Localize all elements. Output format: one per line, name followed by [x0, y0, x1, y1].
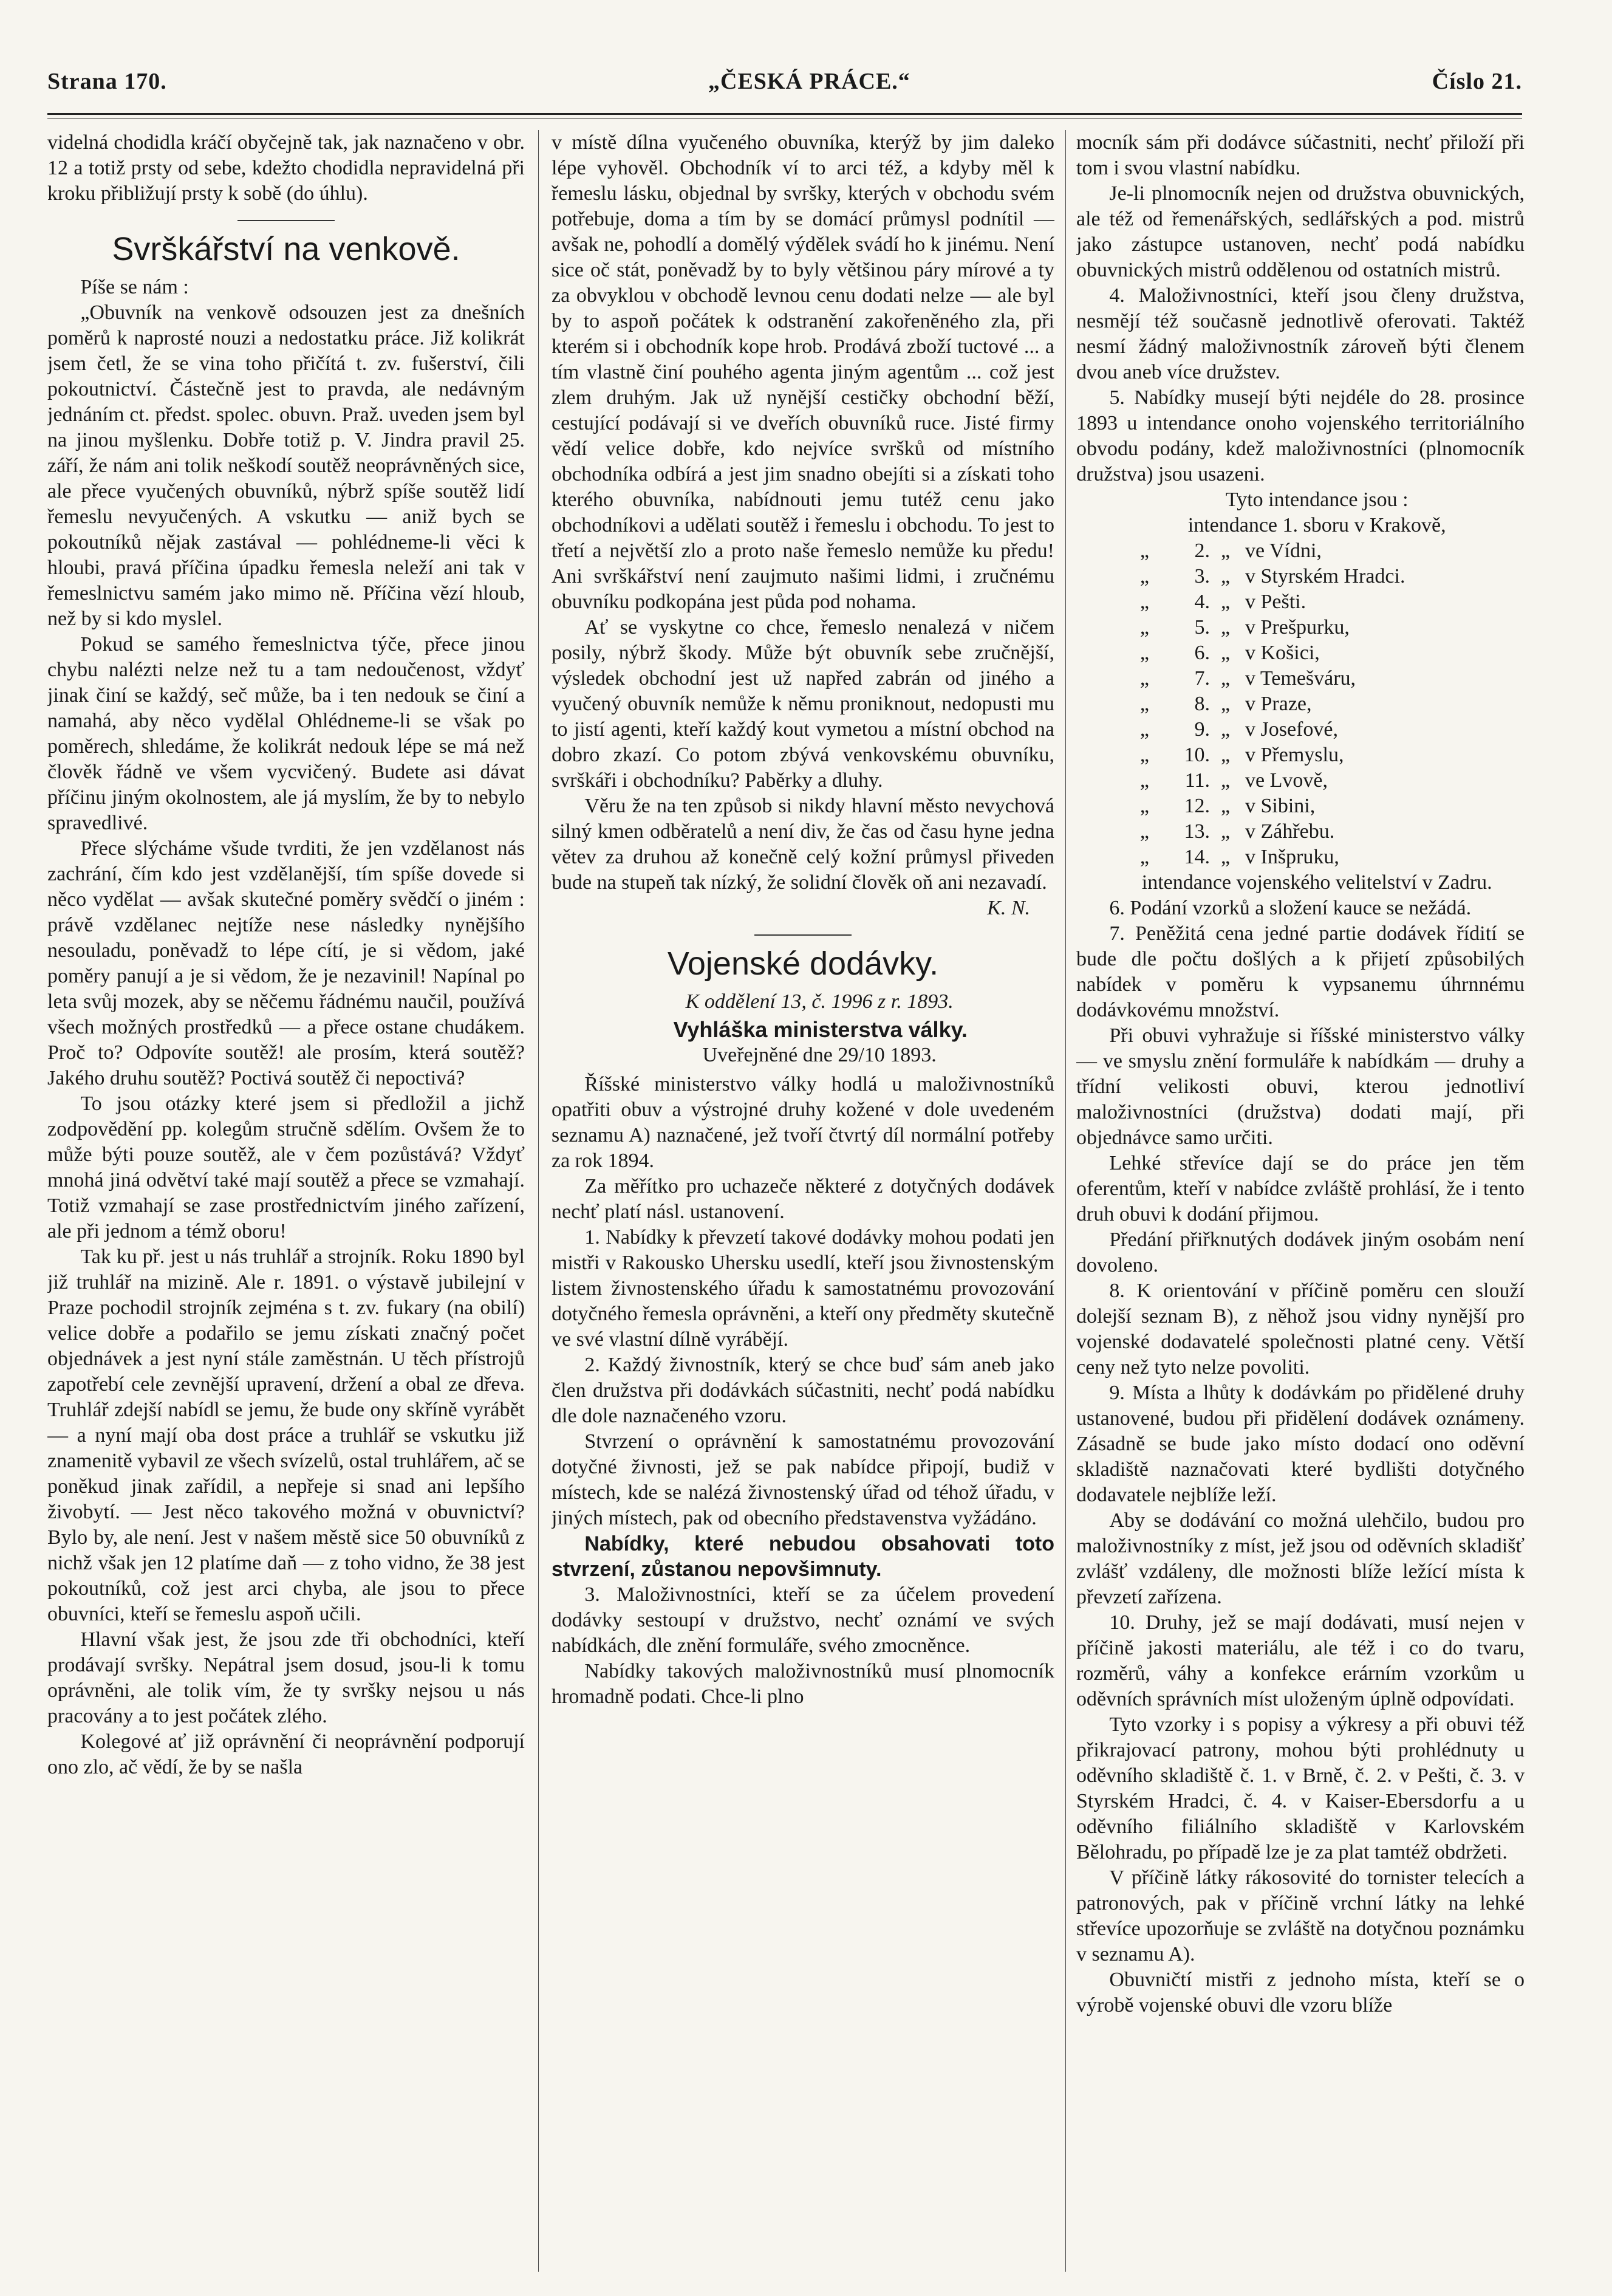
paragraph: Předání přiřknutých dodávek jiným osobám není dovoleno.: [1076, 1229, 1525, 1277]
column-3: [1076, 130, 1525, 2272]
ditto-mark: „: [1139, 769, 1149, 792]
intendance-place: v Styrském Hradci.: [1245, 565, 1405, 588]
paragraph: v místě dílna vyučeného obuvníka, kterýž by jim daleko lépe vyhověl. Obchodník ví to arci též, a kdyby měl k řemeslu lásku, objednal by svršky, kterých v obchodu svém potřebuje, doma a tím by se domácí průmysl podnítil — avšak ne, pohodlí a domělý výdělek svádí ho k jinému. Není sice oč stát, poněvadž by to byly většinou páry mírové a ty za obvyklou v obchodě levnou cenu dodati nelze — ale byl by to aspoň počátek k odstranění zakořeněného zla, při kterém si i obchodník kope hrob. Prodává zboží tuctové ... a tím vlastně činí pouhého agenta jiným agentům ... což jest zlem druhým. Jak už nynější cestičky obchodní běží, cestující podávají si ve dveřích obuvníků ruce. Jisté firmy vědí velice dobře, kdo nejvíce svršků od místního obchodníka odbírá a jest jim snadno obejíti si a získati toho kterého obuvníka, nabídnouti jemu tutéž cenu jako obchodníkovi a udělati soutěž i řemeslu i obchodu. To jest to třetí a největší zlo a proto naše řemeslo nemůže ku předu! Ani svrškářství není zaujmuto našimi lidmi, i zručnému obuvníku podkopána jest půda pod nohama.: [552, 131, 1054, 613]
author-signature: K. N.: [987, 897, 1030, 919]
intendance-place: v Sibini,: [1245, 795, 1316, 817]
corps-number: 5.: [1194, 616, 1210, 639]
ditto-mark: „: [1221, 769, 1231, 792]
section-rule: [237, 220, 335, 221]
publication-date: Uveřejněné dne 29/10 1893.: [702, 1044, 937, 1066]
ditto-mark: „: [1221, 642, 1231, 664]
intendance-intro: intendance 1. sboru v Krakově,: [1187, 514, 1446, 536]
intendance-item: [1076, 819, 1525, 845]
intendance-place: v Prešpurku,: [1245, 616, 1350, 639]
paragraph: 4. Maloživnostníci, kteří jsou členy družstva, nesmějí též současně jednotlivě oferovati. Taktéž nesmí žádný maloživnostník zároveň býti členem dvou aneb více družstev.: [1076, 284, 1525, 383]
paragraph: „Obuvník na venkově odsouzen jest za dnešních poměrů k naprosté nouzi a nedostatku práce. Již kolikrát jsem četl, že se vina toho přičítá t. zv. fušerství, čili pokoutnictví. Částečně jest to pravda, ale nedávným jednáním ct. předst. spolec. obuvn. Praž. uveden jsem byl na jinou myšlenku. Dobře totiž p. V. Jindra pravil 25. září, že nám ani tolik neškodí soutěž neoprávněných sice, ale přece vyučených obuvníků, nýbrž spíše soutěž lidí řemeslu nevyučených. A vskutku — aniž bych se pokoutníků nějak zastával — pohlédneme-li věci k hloubi, pravá příčina úpadku řemesla neleží ani tak v řemeslnictvu samém jako mimo ně. Příčina vězí hloub, než by si kdo myslel.: [47, 301, 525, 630]
section-rule: [754, 934, 852, 936]
paragraph: Tyto vzorky i s popisy a výkresy a při obuvi též přikrajovací patrony, mohou býti prohlédnuty u oděvního skladiště č. 1. v Brně, č. 2. v Pešti, č. 3. v Styrském Hradci, č. 4. v Kaiser-Ebersdorfu a u oděvního filiálního skladiště v Karlovském Bělohradu, po případě lze je za plat tamtéž obdržeti.: [1076, 1713, 1525, 1863]
article-continuation: videlná chodidla kráčí obyčejně tak, jak naznačeno v obr. 12 a totiž prsty od sebe, kdežto chodidla nepravidelná při kroku přibližují prsty k sobě (do úhlu).: [47, 131, 525, 205]
corps-number: 10.: [1184, 744, 1210, 766]
intendance-item: [1076, 666, 1525, 691]
corps-number: 9.: [1194, 718, 1210, 741]
paragraph: To jsou otázky které jsem si předložil a jichž zodpovědění pp. kolegům stručně sdělím. Ovšem že to může býti pouze soutěž, ale v čem pozůstává? Vždyť mnohá jiná odvětví také mají soutěž a přece se vzmahají. Totiž vzmahají se zase prostřednictvím jiného zařízení, ale při jednom a témž oboru!: [47, 1092, 525, 1242]
page-header: [47, 68, 1522, 105]
intendance-item: [1076, 793, 1525, 819]
corps-number: 3.: [1194, 565, 1210, 588]
ditto-mark: „: [1139, 744, 1149, 766]
ditto-mark: „: [1139, 718, 1149, 741]
paragraph: Říšské ministerstvo války hodlá u maloživnostníků opatřiti obuv a výstrojné druhy kožené v dole uvedeném seznamu A) naznačené, jež tvoří čtvrtý díl normální potřeby za rok 1894.: [552, 1073, 1054, 1172]
intendance-item: [1076, 742, 1525, 768]
ditto-mark: „: [1221, 718, 1231, 741]
corps-number: 2.: [1194, 540, 1210, 562]
announcement-heading: Vyhláška ministerstva války.: [673, 1017, 968, 1042]
intendance-item: [1076, 615, 1525, 640]
paragraph: 8. K orientování v příčině poměru cen slouží dolejší seznam B), z něhož jsou vidny nynější pro vojenské dodavatelé společnosti platné ceny. Větší ceny než tyto nelze povoliti.: [1076, 1280, 1525, 1379]
ditto-mark: „: [1139, 693, 1149, 715]
column-divider-2: [1065, 130, 1066, 2272]
corps-number: 14.: [1184, 846, 1210, 868]
masthead-title: „ČESKÁ PRÁCE.“: [708, 69, 910, 94]
corps-number: 12.: [1184, 795, 1210, 817]
ditto-mark: „: [1221, 693, 1231, 715]
intendance-item: [1076, 717, 1525, 742]
intendance-place: v Praze,: [1245, 693, 1312, 715]
intendance-item: [1076, 538, 1525, 564]
paragraph: Za měřítko pro uchazeče některé z dotyčných dodávek nechť platí násl. ustanovení.: [552, 1175, 1054, 1223]
ditto-mark: „: [1139, 795, 1149, 817]
intendance-item: [1076, 564, 1525, 589]
issue-number: Číslo 21.: [1432, 69, 1522, 94]
intendance-item: [1076, 845, 1525, 870]
reference-number: K oddělení 13, č. 1996 z r. 1893.: [685, 990, 954, 1013]
paragraph: 6. Podání vzorků a složení kauce se nežádá.: [1109, 897, 1472, 919]
bold-notice: Nabídky, které nebudou obsahovati toto stvrzení, zůstanou nepovšimnuty.: [552, 1532, 1054, 1581]
paragraph: 3. Maloživnostníci, kteří se za účelem provedení dodávky sestoupí v družstvo, nechť oznámí ve svých nabídkách, dle znění formuláře, svého zmocněnce.: [552, 1583, 1054, 1657]
paragraph: Lehké střevíce dají se do práce jen těm oferentům, kteří v nabídce zvláště prohlásí, že i tento druh obuvi k dodání přijmou.: [1076, 1152, 1525, 1225]
ditto-mark: „: [1221, 540, 1231, 562]
paragraph: 9. Místa a lhůty k dodávkám po přidělené druhy ustanovené, budou při přidělení dodávek oznámeny. Zásadně se bude jako místo dodací ono oděvní skladiště naznačovati které bydlišti dotyčného dodavatele nejblíže leží.: [1076, 1382, 1525, 1506]
paragraph: Nabídky takových maloživnostníků musí plnomocník hromadně podati. Chce-li plno: [552, 1660, 1054, 1708]
intendance-item: [1076, 768, 1525, 793]
corps-number: 13.: [1184, 820, 1210, 843]
intendance-item: [1076, 640, 1525, 666]
intendance-place: v Josefové,: [1245, 718, 1338, 741]
ditto-mark: „: [1221, 667, 1231, 690]
ditto-mark: „: [1139, 540, 1149, 562]
paragraph: Ať se vyskytne co chce, řemeslo nenalezá v ničem posily, nýbrž škody. Může být obuvník sebe zručnější, výsledek obchodní jest už napřed zabrán od jiného a vyučený obuvník nemůže k němu proniknout, nedopusti mu to jistí agenti, kteří každý kout vymetou a místní obchod na dobro zkazí. Co potom zbývá venkovskému obuvníku, svrškáři i obchodníku? Paběrky a dluhy.: [552, 616, 1054, 792]
intendance-place: v Košici,: [1245, 642, 1320, 664]
intendance-place: ve Lvově,: [1245, 769, 1328, 792]
paragraph: Pokud se samého řemeslnictva týče, přece jinou chybu nalézti nelze než tu a tam nedoučenost, vždyť jinak činí se každý, seč může, ba i ten nedouk se činí a namahá, aby něco vydělal Ohlédneme-li se však po poměrech, shledáme, že kolikrát nedouk lépe se má než člověk řádně ve všem vycvičený. Budete asi dávat příčinu jiným okolnostem, ale já myslím, že by to nebylo spravedlivé.: [47, 633, 525, 834]
ditto-mark: „: [1139, 820, 1149, 843]
page-number: Strana 170.: [47, 69, 167, 94]
ditto-mark: „: [1221, 565, 1231, 588]
paragraph: Je-li plnomocník nejen od družstva obuvnických, ale též od řemenářských, sedlářských a pod. mistrů jako zástupce ustanoven, nechť podá nabídku obuvnických mistrů oddělenou od ostatních mistrů.: [1076, 182, 1525, 281]
ditto-mark: „: [1139, 616, 1149, 639]
intendance-place: ve Vídni,: [1245, 540, 1322, 562]
corps-number: 7.: [1194, 667, 1210, 690]
ditto-mark: „: [1221, 616, 1231, 639]
paragraph: 10. Druhy, jež se mají dodávati, musí nejen v příčině jakosti materiálu, ale též i co do tvaru, rozměrů, váhy a konfekce erárním vzorkům u oděvních správních míst uloženým úplně odpovídati.: [1076, 1611, 1525, 1710]
ditto-mark: „: [1221, 820, 1231, 843]
paragraph: 5. Nabídky musejí býti nejdéle do 28. prosince 1893 u intendance onoho vojenského territoriálního obvodu podány, kdež maloživnostníci (plnomocník družstva) jsou usazeni.: [1076, 386, 1525, 485]
ditto-mark: „: [1221, 591, 1231, 613]
column-divider-1: [538, 130, 539, 2272]
paragraph: Přece slýcháme všude tvrditi, že jen vzdělanost nás zachrání, čím kdo jest vzdělanější, tím spíše dovede si něco vydělat — avšak skutečné poměry svědčí o jiném : právě vzdělanec nejtíže nese následky nynějšího nesouladu, poněvadž to lépe cítí, je si vědom, jaké poměry panují a je si vědom, že je nezavinil! Napínal po leta svůj mozek, aby se něčemu řádnému naučil, používá všech možných prostředků — a přece ostane chudákem. Proč to? Odpovíte soutěž! ale prosím, která soutěž? Jakého druhu soutěž? Poctivá soutěž či nepoctivá?: [47, 837, 525, 1089]
paragraph: 7. Peněžitá cena jedné partie dodávek řídití se bude dle počtu došlých a k přijetí způsobilých nabídek v poměru k vypsanemu úhrnnému dodávkovému množství.: [1076, 922, 1525, 1021]
intendance-place: v Temešváru,: [1245, 667, 1356, 690]
ditto-mark: „: [1221, 795, 1231, 817]
paragraph: Kolegové ať již oprávnění či neoprávnění podporují ono zlo, ač vědí, že by se našla: [47, 1730, 525, 1778]
ditto-mark: „: [1139, 667, 1149, 690]
article-title-svrskarstvi: Svrškářství na venkově.: [112, 231, 460, 267]
intendance-item: [1076, 589, 1525, 615]
intendance-place: v Inšpruku,: [1245, 846, 1339, 868]
ditto-mark: „: [1221, 744, 1231, 766]
paragraph: V příčině látky rákosovité do tornister telecích a patronových, pak v příčině vrchní látky na lehké střevíce upozorňuje se zvláště na dotyčnou poznámku v seznamu A).: [1076, 1866, 1525, 1965]
intendance-list: [1076, 538, 1525, 870]
corps-number: 6.: [1194, 642, 1210, 664]
header-rule: [47, 113, 1522, 115]
ditto-mark: „: [1139, 642, 1149, 664]
column-1: [47, 130, 525, 2272]
intendance-place: v Záhřebu.: [1245, 820, 1335, 843]
intendance-place: v Přemyslu,: [1245, 744, 1344, 766]
article-title-vojenske-dodavky: Vojenské dodávky.: [667, 945, 939, 982]
paragraph: Hlavní však jest, že jsou zde tři obchodníci, kteří prodávají svršky. Nepátral jsem dosud, jsou-li k tomu oprávněni, ale tolik vím, že ty svršky nejsou u nás pracovány a to jest počátek zlého.: [47, 1628, 525, 1727]
corps-number: 8.: [1194, 693, 1210, 715]
paragraph: mocník sám při dodávce súčastniti, nechť přiloží při tom i svou vlastní nabídku.: [1076, 131, 1525, 179]
paragraph: 1. Nabídky k převzetí takové dodávky mohou podati jen mistři v Rakousko Uhersku usedlí, kteří jsou živnostenským listem živnostenského úřadu k samostatnému provozování dotyčného řemesla oprávněni, a kteří ony předměty skutečně ve své vlastní dílně vyrábějí.: [552, 1226, 1054, 1351]
paragraph: Tak ku př. jest u nás truhlář a strojník. Roku 1890 byl již truhlář na mizině. Ale r. 1891. o výstavě jubilejní v Praze pochodil strojník zejména s t. zv. fukary (na obilí) velice dobře a podařilo se jemu získati značný počet objednávek a jest nyní stále zaměstnán. U těch přístrojů zapotřebí cele zevnější upravení, držení a obal ze dřeva. Truhlář zdejší nabídl se jemu, že bude ony skříně vyrábět — a nyní mají oba dost práce a truhlář se vskutku již znamenitě vybavil ze všech svízelů, ostal truhlářem, ač se poněkud jinak zařídil, a nepřeje si snad ani lepšího živobytí. — Jest něco takového možná v obuvnictví? Bylo by, ale není. Jest v našem městě sice 50 obuvníků z nichž však jen 12 platíme daň — z toho vidno, že 38 jest pokoutníků, což jest arci chyba, ale jsou to přece obuvníci, kteří se řemeslu aspoň učili.: [47, 1246, 525, 1625]
paragraph: Při obuvi vyhražuje si říšské ministerstvo války — ve smyslu znění formuláře k nabídkám — druhy a třídní velikosti obuvi, kterou jednotliví maloživnostníci (družstva) dodati mají, při objednávce samo určiti.: [1076, 1024, 1525, 1149]
intendance-item: [1076, 691, 1525, 717]
paragraph: Obuvničtí mistři z jednoho místa, kteří se o výrobě vojenské obuvi dle vzoru blíže: [1076, 1969, 1525, 2017]
ditto-mark: „: [1139, 846, 1149, 868]
paragraph: 2. Každý živnostník, který se chce buď sám aneb jako člen družstva při dodávkách súčastniti, nechť podá nabídku dle dole naznačeného vzoru.: [552, 1354, 1054, 1427]
ditto-mark: „: [1139, 591, 1149, 613]
corps-number: 4.: [1194, 591, 1210, 613]
paragraph: Stvrzení o oprávnění k samostatnému provozování dotyčné živnosti, jež se pak nabídce připojí, budiž v místech, kde se nalézá živnostenský úřad od téhož úřadu, v jiných místech, pak od obecního představenstva vyžádáno.: [552, 1430, 1054, 1529]
intendance-place: v Pešti.: [1245, 591, 1306, 613]
ditto-mark: „: [1139, 565, 1149, 588]
column-2: [552, 130, 1054, 2272]
paragraph: Věru že na ten způsob si nikdy hlavní město nevychová silný kmen odběratelů a není div, že čas od času hyne jedna větev za druhou až konečně celý kožní průmysl přiveden bude na stupeň tak nízký, že solidní člověk oň ani nezavadí.: [552, 795, 1054, 894]
intendance-heading: Tyto intendance jsou :: [1225, 488, 1409, 511]
ditto-mark: „: [1221, 846, 1231, 868]
intendance-outro: intendance vojenského velitelství v Zadru.: [1141, 871, 1492, 894]
corps-number: 11.: [1184, 769, 1210, 792]
paragraph: Aby se dodávání co možná ulehčilo, budou pro maloživnostníky z míst, jež jsou od oděvních skladišť zvlášť vzdáleny, dle možnosti blíže ležící místa k převzetí zařízena.: [1076, 1509, 1525, 1608]
article-lead: Píše se nám :: [80, 276, 189, 298]
